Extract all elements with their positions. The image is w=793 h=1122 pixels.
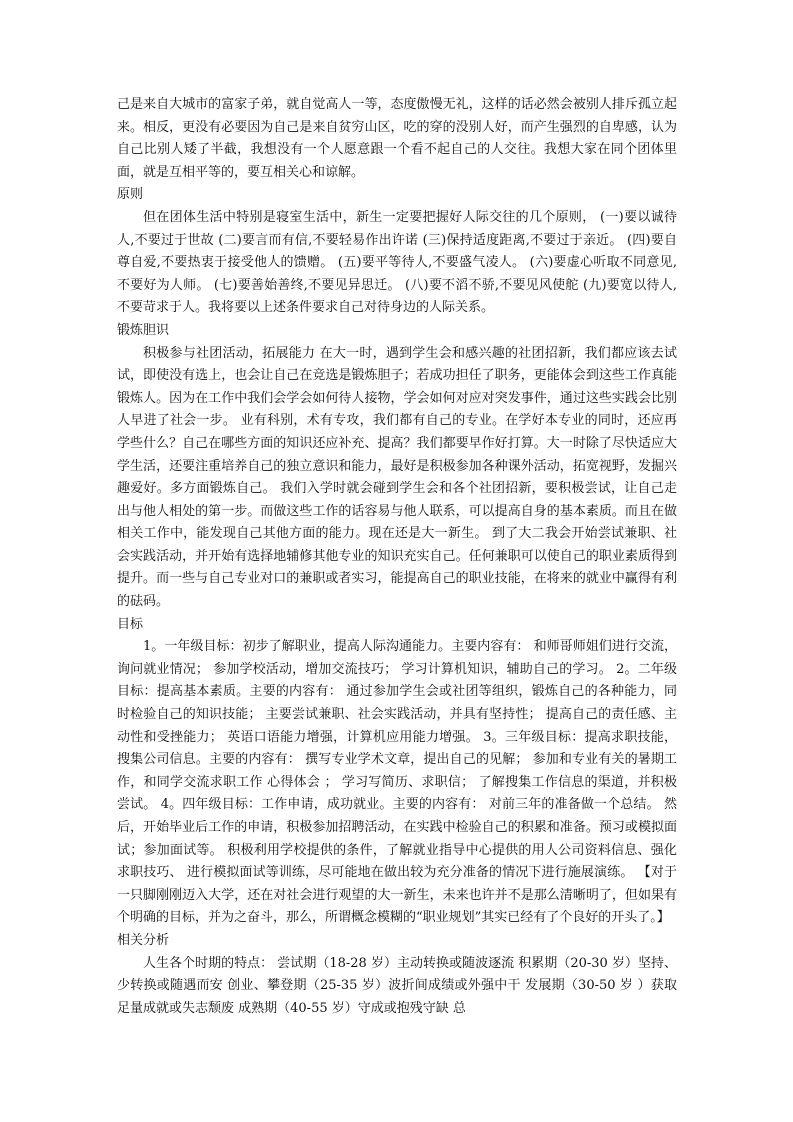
section-heading-principles: 原则 <box>117 187 144 203</box>
document-page <box>117 94 677 1020</box>
section-heading-courage: 锻炼胆识 <box>117 322 170 338</box>
paragraph-interpersonal: 己是来自大城市的富家子弟，就自觉高人一等，态度傲慢无礼，这样的话必然会被别人排斥孤立起来。相反，更没有必要因为自己是来自贫穷山区，吃的穿的没别人好，而产生强烈的自卑感，认为自己比别人矮了半截，我想没有一个人愿意跟一个看不起自己的人交往。我想大家在同个团体里面，就是互相平等的，要互相关心和谅解。 <box>117 97 677 180</box>
section-heading-analysis: 相关分析 <box>117 932 170 948</box>
paragraph-courage: 积极参与社团活动，拓展能力 在大一时，遇到学生会和感兴趣的社团招新，我们都应该去试试，即使没有选上，也会让自己在竞选是锻炼胆子；若成功担任了职务，更能体会到这些工作真能锻炼人。因为在工作中我们会学会如何待人接物，学会如何对应对突发事件，通过这些实践会比别人早进了社会一步。 业有科别，术有专攻，我们都有自己的专业。在学好本专业的同时，还应再学些什么？自己在哪些方面的知识还应补充、提高？我们都要早作好打算。大一时除了尽快适应大学生活，还要注重培养自己的独立意识和能力，最好是积极参加各种课外活动，拓宽视野，发掘兴趣爱好。多方面锻炼自己。 我们入学时就会碰到学生会和各个社团招新，要积极尝试，让自己走出与他人相处的第一步。而做这些工作的话容易与他人联系，可以提高自身的基本素质。而且在做相关工作中，能发现自己其他方面的能力。现在还是大一新生。 到了大二我会开始尝试兼职、社会实践活动，并开始有选择地辅修其他专业的知识充实自己。任何兼职可以使自己的职业素质得到提升。而一些与自己专业对口的兼职或者实习，能提高自己的职业技能，在将来的就业中赢得有利的砝码。 <box>117 345 677 610</box>
paragraph-principles: 但在团体生活中特别是寝室生活中，新生一定要把握好人际交往的几个原则， (一)要以诚待人,不要过于世故 (二)要言而有信,不要轻易作出许诺 (三)保持适度距离,不要过于亲近。 (四)要自尊自爱,不要热衷于接受他人的馈赠。 (五)要平等待人,不要盛气凌人。 (六)要虚心听取不同意见,不要好为人师。 (七)要善始善终,不要见异思迁。 (八)要不滔不骄,不要见风使舵 (九)要宽以待人,不要苛求于人。我将要以上述条件要求自己对待身边的人际关系。 <box>117 209 677 316</box>
section-heading-goals: 目标 <box>117 616 144 632</box>
paragraph-goals: 1。一年级目标：初步了解职业，提高人际沟通能力。主要内容有： 和师哥师姐们进行交流，询问就业情况； 参加学校活动，增加交流技巧； 学习计算机知识，辅助自己的学习。 2。二年级目标：提高基本素质。主要的内容有： 通过参加学生会或社团等组织，锻炼自己的各种能力，同时检验自己的知识技能； 主要尝试兼职、社会实践活动，并具有坚持性； 提高自己的责任感、主动性和受挫能力； 英语口语能力增强，计算机应用能力增强。 3。三年级目标：提高求职技能，搜集公司信息。主要的内容有： 撰写专业学术文章，提出自己的见解； 参加和专业有关的暑期工作，和同学交流求职工作 心得体会 ； 学习写简历、求职信； 了解搜集工作信息的渠道，并积极尝试。 4。四年级目标：工作申请，成功就业。主要的内容有： 对前三年的准备做一个总结。 然后，开始毕业后工作的申请，积极参加招聘活动，在实践中检验自己的积累和准备。预习或模拟面试；参加面试等。 积极利用学校提供的条件，了解就业指导中心提供的用人公司资料信息、强化求职技巧、 进行模拟面试等训练，尽可能地在做出较为充分准备的情况下进行施展演练。 【对于一只脚刚刚迈入大学，还在对社会进行观望的大一新生，未来也许并不是那么清晰明了，但如果有个明确的目标，并为之奋斗，那么，所谓概念模糊的“职业规划”其实已经有了个良好的开头了。】 <box>117 639 677 926</box>
paragraph-analysis: 人生各个时期的特点： 尝试期（18-28 岁）主动转换或随波逐流 积累期（20-30 岁）坚持、少转换或随遇而安 创业、攀登期（25-35 岁）波折间成绩或外强中干 发展期（30-50 岁 ）获取足量成就或失志颓废 成熟期（40-55 岁）守成或抱残守缺 总 <box>117 955 677 1016</box>
